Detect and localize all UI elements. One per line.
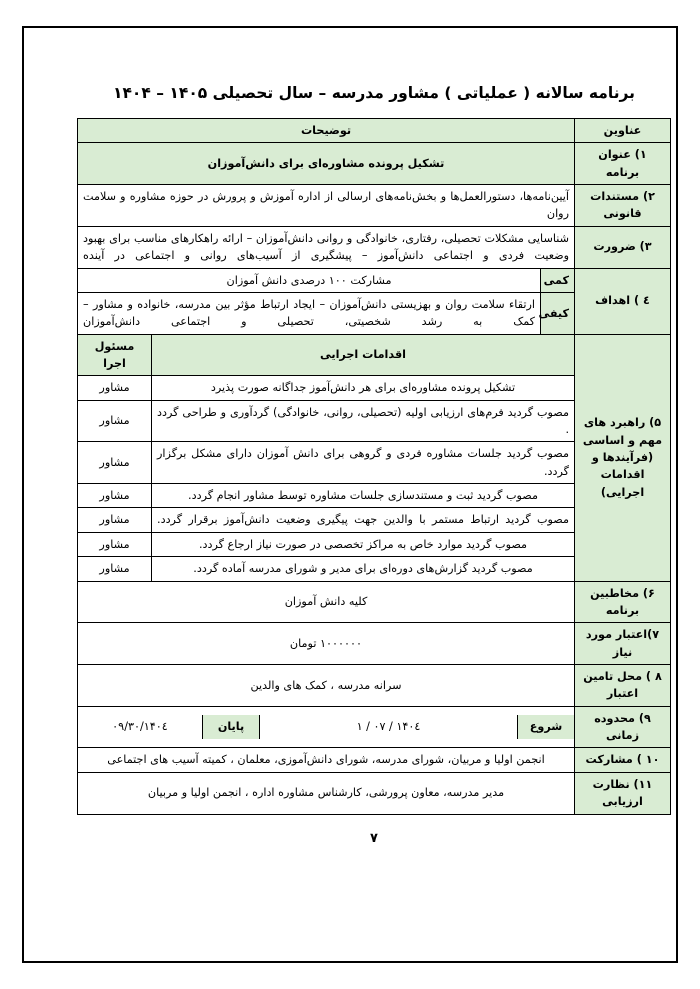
time-range-cell <box>78 706 575 748</box>
row-value-audience: کلیه دانش آموزان <box>78 581 575 623</box>
strategy-responsible: مشاور <box>78 400 152 442</box>
row-label-funding-source: ۸ ) محل تامین اعتبار <box>575 664 671 706</box>
table-row <box>78 772 671 814</box>
goals-quantitative-label: کمی <box>541 268 575 292</box>
page-title: برنامه سالانه ( عملیاتی ) مشاور مدرسه – سال تحصیلی ۱۴۰۵ – ۱۴۰۴ <box>113 84 635 102</box>
strategy-action: تشکیل پرونده مشاوره‌ای برای هر دانش‌آموز جداگانه صورت پذیرد <box>152 376 575 400</box>
strategies-subheader-row <box>78 334 671 376</box>
table-row <box>78 748 671 772</box>
row-value-participation: انجمن اولیا و مربیان، شورای مدرسه، شورای دانش‌آموزی، معلمان ، کمیته آسیب های اجتماعی <box>78 748 575 772</box>
time-end-label: پایان <box>203 715 260 738</box>
strategy-action: مصوب گردید موارد خاص به مراکز تخصصی در صورت نیاز ارجاع گردد. <box>152 532 575 556</box>
row-label-participation: ۱۰ ) مشارکت <box>575 748 671 772</box>
strategy-responsible: مشاور <box>78 484 152 508</box>
table-row <box>78 185 671 227</box>
row-label-audience: ۶) مخاطبین برنامه <box>575 581 671 623</box>
annual-plan-table <box>77 118 671 815</box>
row-value-program-title: تشکیل پرونده مشاوره‌ای برای دانش‌آموزان <box>78 143 575 185</box>
table-row <box>78 623 671 665</box>
row-value-budget: ۱۰۰۰۰۰۰ تومان <box>78 623 575 665</box>
table-header-row <box>78 119 671 143</box>
row-value-necessity: شناسایی مشکلات تحصیلی، رفتاری، خانوادگی و روانی دانش‌آموزان – ارائه راهکارهای مناسب برای بهبود وضعیت فردی و اجتماعی دانش‌آموز – پیشگیری از آسیب‌های روانی و اجتماعی در آینده <box>78 226 575 268</box>
row-label-necessity: ۳) ضرورت <box>575 226 671 268</box>
row-label-time-range: ۹) محدوده زمانی <box>575 706 671 748</box>
goals-qualitative-value: ارتقاء سلامت روان و بهزیستی دانش‌آموزان – ایجاد ارتباط مؤثر بین مدرسه، خانواده و مشاور – کمک به رشد شخصیتی، تحصیلی و اجتماعی دانش‌آموزان <box>78 292 541 334</box>
table-row <box>78 581 671 623</box>
strategy-responsible: مشاور <box>78 532 152 556</box>
row-label-strategies: ۵) راهبرد های مهم و اساسی (فرآیندها و اقدامات اجرایی) <box>575 334 671 581</box>
strategy-responsible: مشاور <box>78 376 152 400</box>
row-label-budget: ۷)اعتبار مورد نیاز <box>575 623 671 665</box>
strategy-action: مصوب گردید ارتباط مستمر با والدین جهت پیگیری وضعیت دانش‌آموز برقرار گردد. <box>152 508 575 532</box>
table-row-time-range <box>78 706 671 748</box>
table-row <box>78 143 671 185</box>
row-label-program-title: ۱) عنوان برنامه <box>575 143 671 185</box>
strategy-action: مصوب گردید ثبت و مستندسازی جلسات مشاوره توسط مشاور انجام گردد. <box>152 484 575 508</box>
goals-quantitative-value: مشارکت ۱۰۰ درصدی دانش آموزان <box>78 268 541 292</box>
strategy-responsible: مشاور <box>78 508 152 532</box>
page-content <box>54 58 694 979</box>
header-descriptions: توضیحات <box>78 119 575 143</box>
row-value-evaluation: مدیر مدرسه، معاون پرورشی، کارشناس مشاوره اداره ، انجمن اولیا و مربیان <box>78 772 575 814</box>
header-titles: عناوین <box>575 119 671 143</box>
row-label-evaluation: ۱۱) نظارت ارزیابی <box>575 772 671 814</box>
table-row-goals-quantitative <box>78 268 671 292</box>
table-row <box>78 664 671 706</box>
row-value-legal-documents: آیین‌نامه‌ها، دستورالعمل‌ها و بخش‌نامه‌های ارسالی از اداره آموزش و پرورش در حوزه مشاوره و سلامت روان <box>78 185 575 227</box>
strategy-action: مصوب گردید جلسات مشاوره فردی و گروهی برای دانش آموزان دارای مشکل برگزار گردد. <box>152 442 575 484</box>
strategies-column-responsible: مسئول اجرا <box>78 334 152 376</box>
strategy-action: مصوب گردید فرم‌های ارزیابی اولیه (تحصیلی، روانی، خانوادگی) گردآوری و طراحی گردد . <box>152 400 575 442</box>
strategy-responsible: مشاور <box>78 442 152 484</box>
strategy-action: مصوب گردید گزارش‌های دوره‌ای برای مدیر و شورای مدرسه آماده گردد. <box>152 557 575 581</box>
goals-qualitative-label: کیفی <box>541 292 575 334</box>
page-border <box>22 26 678 963</box>
row-label-goals: ٤ ) اهداف <box>575 268 671 334</box>
row-label-legal-documents: ۲) مستندات قانونی <box>575 185 671 227</box>
row-value-funding-source: سرانه مدرسه ، کمک های والدین <box>78 664 575 706</box>
time-end-value: ۱۴۰٤/۰۹/۳۰ <box>112 720 168 734</box>
time-start-value: ۱۴۰٤ / ۰۷ / ۱ <box>260 715 518 738</box>
time-start-label: شروع <box>518 715 575 738</box>
page-number: ۷ <box>370 830 378 846</box>
strategy-responsible: مشاور <box>78 557 152 581</box>
table-row <box>78 226 671 268</box>
strategies-column-action: اقدامات اجرایی <box>152 334 575 376</box>
